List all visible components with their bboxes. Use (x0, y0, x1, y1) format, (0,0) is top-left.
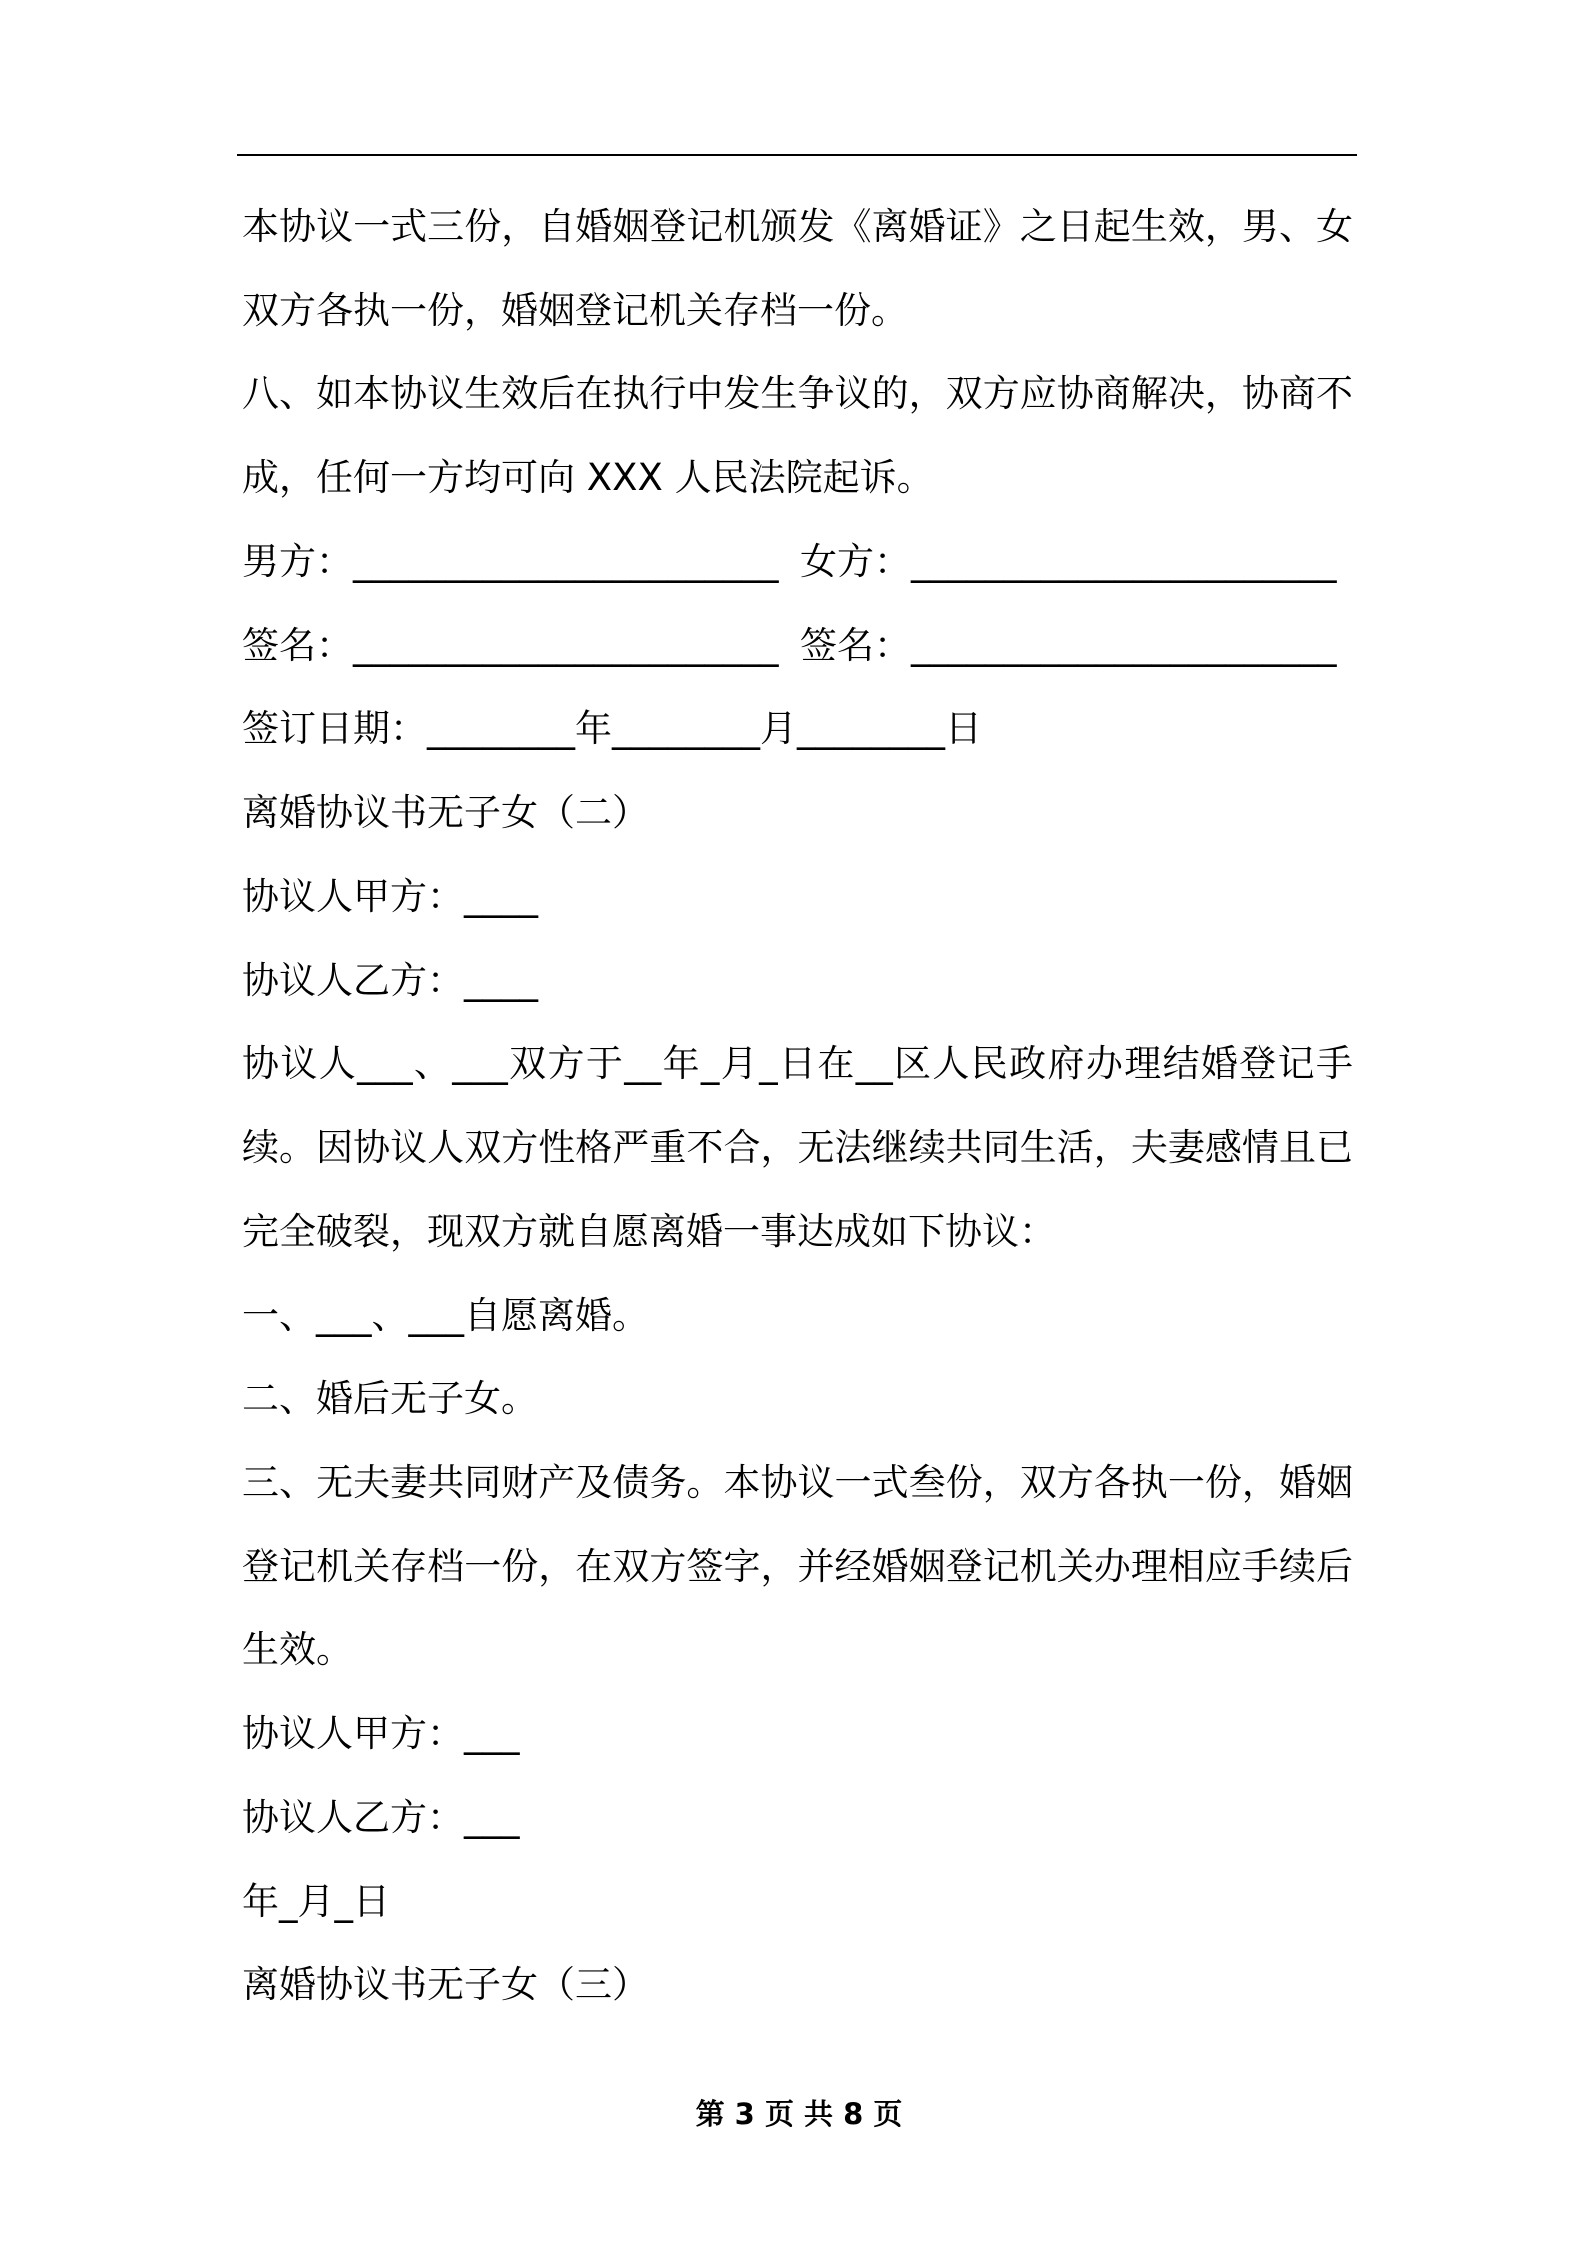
clause-2: 二、婚后无子女。 (242, 1377, 538, 1421)
male-party-field: 男方：_______________________ (242, 539, 779, 583)
page-number: 第 3 页 共 8 页 (695, 2097, 903, 2131)
clause-8-line: 成，任何一方均可向 XXX 人民法院起诉。 (242, 456, 934, 500)
female-party-field: 女方：_______________________ (800, 539, 1337, 583)
female-signature-field: 签名：_______________________ (800, 623, 1337, 667)
sign-date-field: 签订日期：________年________月________日 (242, 707, 982, 751)
male-signature-field: 签名：_______________________ (242, 623, 779, 667)
clause-3-line: 登记机关存档一份，在双方签字，并经婚姻登记机关办理相应手续后 (242, 1544, 1353, 1588)
header-rule (237, 154, 1357, 156)
sign-party-b-field: 协议人乙方：___ (242, 1795, 520, 1839)
clause-7-line: 本协议一式三份，自婚姻登记机颁发《离婚证》之日起生效，男、女 (242, 205, 1353, 248)
clause-3-line: 生效。 (242, 1628, 353, 1672)
preamble-line: 续。因协议人双方性格严重不合，无法继续共同生活，夫妻感情且已 (242, 1126, 1353, 1170)
sign-party-a-field: 协议人甲方：___ (242, 1712, 520, 1756)
section-title: 离婚协议书无子女（二） (242, 791, 649, 835)
sign-date-field: 年_月_日 (242, 1879, 390, 1923)
clause-3-line: 三、无夫妻共同财产及债务。本协议一式叁份，双方各执一份，婚姻 (242, 1461, 1353, 1505)
clause-8-line: 八、如本协议生效后在执行中发生争议的，双方应协商解决，协商不 (242, 372, 1353, 416)
party-a-field: 协议人甲方：____ (242, 874, 538, 918)
signature-row-signatures (242, 604, 1353, 688)
preamble-line: 完全破裂，现双方就自愿离婚一事达成如下协议： (242, 1209, 1056, 1253)
clause-1: 一、___、___自愿离婚。 (242, 1293, 649, 1337)
preamble-line: 协议人___、___双方于__年_月_日在__区人民政府办理结婚登记手 (242, 1042, 1353, 1086)
party-b-field: 协议人乙方：____ (242, 958, 538, 1002)
section-title: 离婚协议书无子女（三） (242, 1963, 649, 2007)
clause-7-line: 双方各执一份，婚姻登记机关存档一份。 (242, 288, 908, 332)
document-body (242, 185, 1353, 2027)
signature-row-parties (242, 520, 1353, 604)
